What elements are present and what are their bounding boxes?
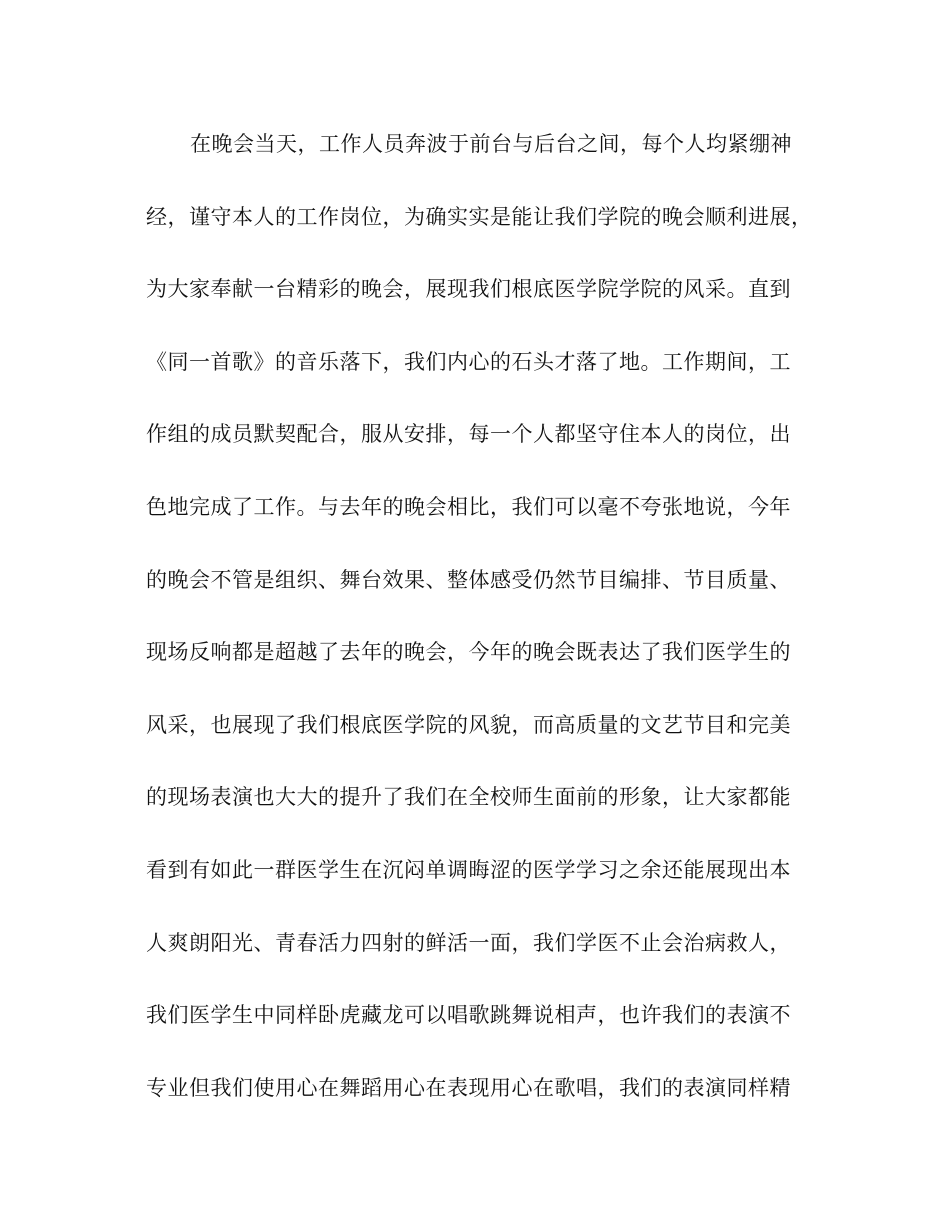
text-line: 专业但我们使用心在舞蹈用心在表现用心在歌唱，我们的表演同样精 xyxy=(146,1075,791,1100)
text-line: 在晚会当天，工作人员奔波于前台与后台之间，每个人均紧绷神 xyxy=(190,132,792,156)
text-line: 经，谨守本人的工作岗位，为确实实是能让我们学院的晚会顺利进展， xyxy=(146,204,813,229)
text-line: 为大家奉献一台精彩的晚会，展现我们根底医学院学院的风采。直到 xyxy=(146,277,791,302)
text-line: 我们医学生中同样卧虎藏龙可以唱歌跳舞说相声，也许我们的表演不 xyxy=(146,1003,791,1028)
text-line: 的现场表演也大大的提升了我们在全校师生面前的形象，让大家都能 xyxy=(146,785,791,810)
text-line: 现场反响都是超越了去年的晚会，今年的晚会既表达了我们医学生的 xyxy=(146,640,791,665)
text-line: 色地完成了工作。与去年的晚会相比，我们可以毫不夸张地说，今年 xyxy=(146,494,791,519)
text-line: 看到有如此一群医学生在沉闷单调晦涩的医学学习之余还能展现出本 xyxy=(146,857,791,882)
text-line: 作组的成员默契配合，服从安排，每一个人都坚守住本人的岗位，出 xyxy=(146,422,791,447)
text-line: 《同一首歌》的音乐落下，我们内心的石头才落了地。工作期间，工 xyxy=(146,349,791,374)
text-line: 的晚会不管是组织、舞台效果、整体感受仍然节目编排、节目质量、 xyxy=(146,567,791,592)
text-line: 人爽朗阳光、青春活力四射的鲜活一面，我们学医不止会治病救人， xyxy=(146,930,791,955)
text-line: 风采，也展现了我们根底医学院的风貌，而高质量的文艺节目和完美 xyxy=(146,712,791,737)
body-paragraph xyxy=(146,122,816,1138)
